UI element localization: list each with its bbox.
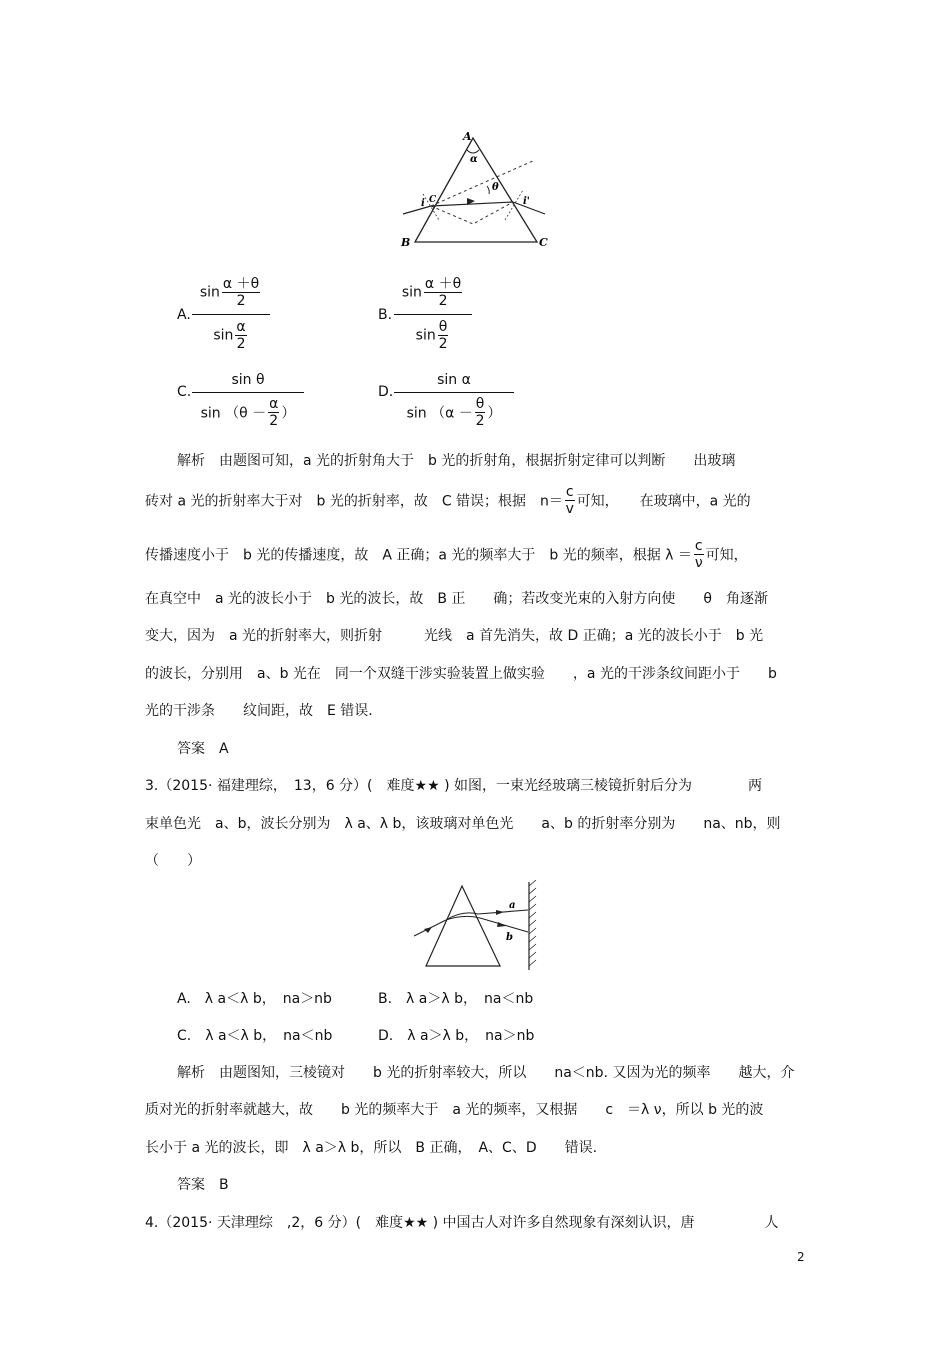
q3-option-c: C. λ a＜λ b， na＜nb bbox=[177, 1028, 333, 1044]
label-theta: θ bbox=[492, 182, 499, 193]
label-B: B bbox=[401, 236, 411, 249]
analysis-2-line-5: 变大，因为 a 光的折射率大，则折射 光线 a 首先消失，故 D 正确；a 光的波长小于 b 光 bbox=[145, 628, 764, 644]
q4-line-1: 4.（2015· 天津理综 ,2，6 分）( 难度★★ ) 中国古人对许多自然现象有深刻认识，唐 人 bbox=[145, 1215, 779, 1231]
analysis-3-line-2: 质对光的折射率就越大，故 b 光的频率大于 a 光的频率，又根据 c ＝λ ν，所以 b 光的波 bbox=[145, 1102, 764, 1118]
analysis-2-line-3: 传播速度小于 b 光的传播速度，故 A 正确；a 光的频率大于 b 光的频率，根据 λ ＝ $\frac{c}{\nu}$ 可知， bbox=[145, 538, 748, 571]
option-a-label: A. bbox=[177, 307, 191, 323]
prism-figure-1 bbox=[395, 128, 555, 253]
label-alpha: α bbox=[470, 154, 478, 165]
analysis-2-line-4: 在真空中 a 光的波长小于 b 光的波长，故 B 正 确；若改变光束的入射方向使 θ 角逐渐 bbox=[145, 591, 768, 607]
option-b-label: B. bbox=[378, 307, 393, 323]
analysis-2-line-7: 光的干涉条 纹间距，故 E 错误. bbox=[145, 703, 373, 719]
label-A: A bbox=[463, 130, 472, 143]
q3-line-2: 束单色光 a、b，波长分别为 λ a、λ b，该玻璃对单色光 a、b 的折射率分别为 na、nb，则 bbox=[145, 816, 781, 832]
label-C: C bbox=[539, 236, 548, 249]
answer-3: 答案 B bbox=[177, 1177, 229, 1193]
label-i-prime: i' bbox=[523, 196, 530, 207]
option-c-label: C. bbox=[177, 384, 192, 400]
label-i: i bbox=[421, 198, 425, 209]
q3-option-b: B. λ a＞λ b， na＜nb bbox=[378, 991, 534, 1007]
analysis-2-line-1: 解析 由题图可知，a 光的折射角大于 b 光的折射角，根据折射定律可以判断 出玻璃 bbox=[177, 453, 736, 469]
option-b-formula: sin $\frac{\alpha +\theta}{2}$ sin $\frac{\theta}{2}$ bbox=[394, 276, 472, 357]
option-c-formula: sin θ sin （θ － $\frac{\alpha}{2}$ ） bbox=[192, 372, 304, 429]
prism-figure-2 bbox=[410, 880, 550, 970]
q3-option-d: D. λ a＞λ b， na＞nb bbox=[378, 1028, 535, 1044]
answer-2: 答案 A bbox=[177, 741, 229, 757]
page-number: 2 bbox=[797, 1250, 805, 1264]
option-d-formula: sin α sin （α － $\frac{\theta}{2}$ ） bbox=[394, 372, 514, 429]
label-c-point: C bbox=[429, 195, 437, 205]
label-b: b bbox=[506, 932, 513, 943]
q3-line-3: （ ） bbox=[145, 853, 201, 869]
label-a: a bbox=[509, 900, 516, 911]
analysis-3-line-3: 长小于 a 光的波长，即 λ a＞λ b，所以 B 正确， A、C、D 错误. bbox=[145, 1140, 598, 1156]
analysis-2-line-2: 砖对 a 光的折射率大于对 b 光的折射率，故 C 错误；根据 n＝ $\frac{c}{v}$ 可知， 在玻璃中，a 光的 bbox=[145, 484, 751, 517]
option-d-label: D. bbox=[378, 384, 394, 400]
q3-line-1: 3.（2015· 福建理综， 13，6 分）( 难度★★ ) 如图，一束光经玻璃三棱镜折射后分为 两 bbox=[145, 778, 762, 794]
option-a-formula: sin $\frac{\alpha +\theta}{2}$ sin $\frac{\alpha}{2}$ bbox=[192, 276, 270, 357]
analysis-3-line-1: 解析 由题图知，三棱镜对 b 光的折射率较大，所以 na＜nb. 又因为光的频率 越大，介 bbox=[177, 1065, 795, 1081]
q3-option-a: A. λ a＜λ b， na＞nb bbox=[177, 991, 332, 1007]
analysis-2-line-6: 的波长，分别用 a、b 光在 同一个双缝干涉实验装置上做实验 ，a 光的干涉条纹间距小于 b bbox=[145, 666, 777, 682]
